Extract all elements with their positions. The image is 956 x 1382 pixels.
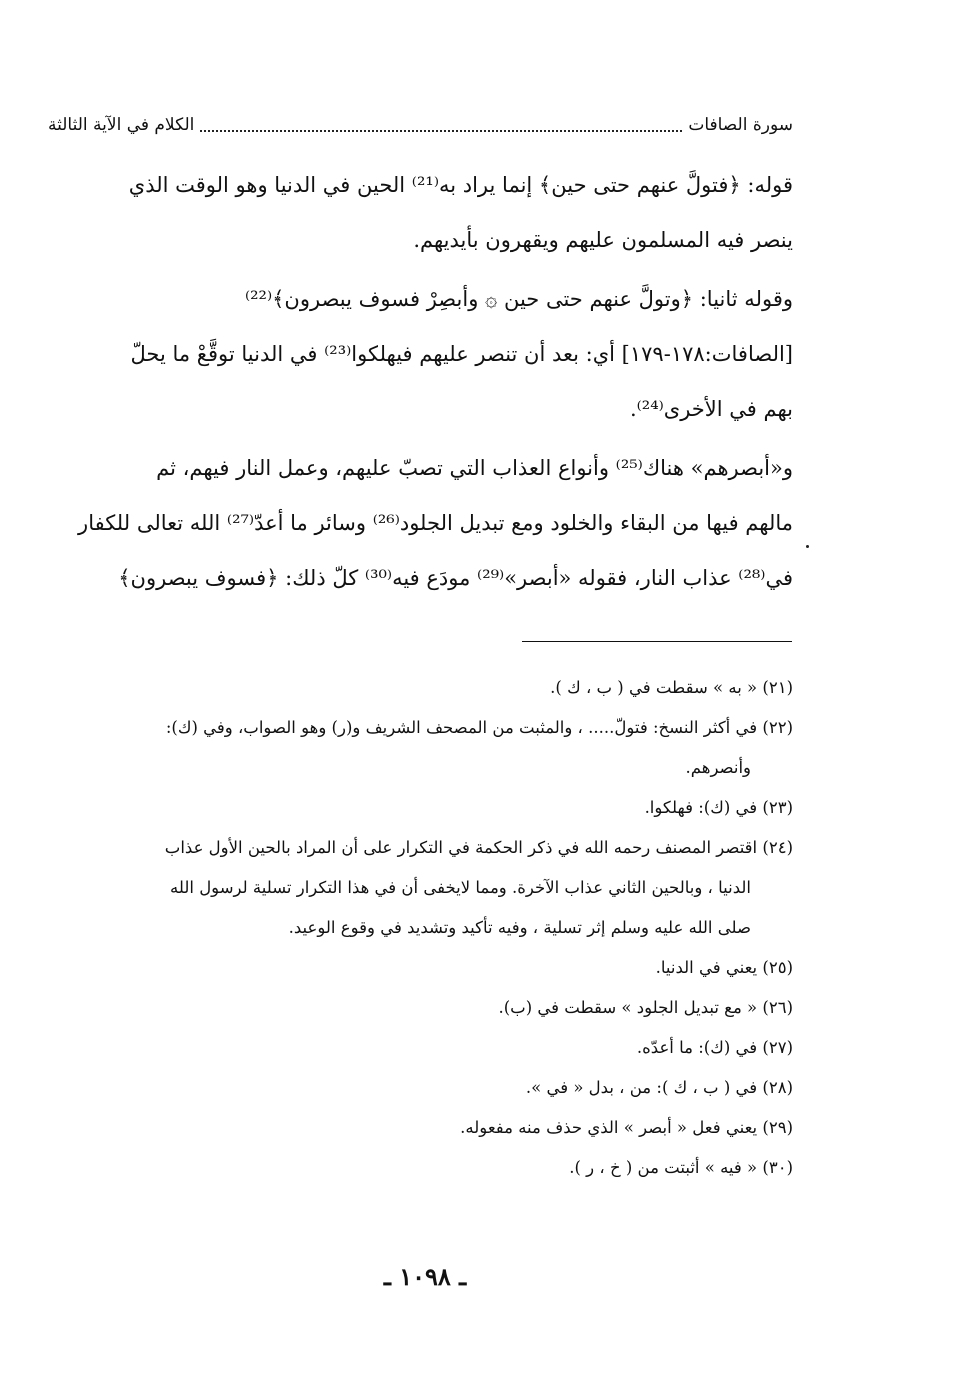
footnote-separator	[522, 641, 792, 642]
footnote-line: (٢١) « به » سقطت في ( ب ، ك ).	[550, 678, 793, 697]
footnote-line: (٢٩) يعني فعل « أبصر » الذي حذف منه مفعوله.	[460, 1118, 793, 1137]
footnote-28	[48, 1068, 793, 1108]
paragraph-3	[48, 441, 793, 606]
footnote-29	[48, 1108, 793, 1148]
footnote-line: (٢٧) في (ك): ما أعدّه.	[636, 1038, 793, 1057]
footnote-30	[48, 1148, 793, 1188]
header-section: الكلام في الآية الثالثة	[48, 115, 195, 135]
footnote-23	[48, 788, 793, 828]
footnote-line: صلى الله عليه وسلم إثر تسلية ، وفيه تأكيد وتشديد في وقوع الوعيد.	[288, 918, 751, 937]
footnote-line: (٣٠) « فيه » أثبتت من ( خ ، ر ).	[569, 1158, 793, 1177]
footnote-24	[48, 828, 793, 948]
header-dot-leader	[200, 118, 682, 132]
paragraph-line: قوله: ﴿فتولَّ عنهم حتى حين﴾ إنما يراد به⁽²¹⁾ الحين في الدنيا وهو الوقت الذي	[128, 173, 793, 197]
footnote-line: (٢٨) في ( ب ، ك ): من ، بدل « في ».	[525, 1078, 793, 1097]
paragraph-line: [الصافات:١٧٨-١٧٩] أي: بعد أن تنصر عليهم فيهلكوا⁽²³⁾ في الدنيا توقَّعْ ما يحلّ	[130, 342, 793, 366]
footnote-line: (٢٤) اقتصر المصنف رحمه الله في ذكر الحكمة في التكرار على أن المراد بالحين الأول عذاب	[164, 838, 793, 857]
paragraph-line: في⁽²⁸⁾ عذاب النار، فقوله «أبصر»⁽²⁹⁾ مودَع فيه⁽³⁰⁾ كلّ ذلك: ﴿فسوف يبصرون﴾	[118, 566, 793, 590]
footnote-line: (٢٦) « مع تبديل الجلود » سقطت في (ب).	[498, 998, 793, 1017]
paragraph-2	[48, 272, 793, 437]
footnote-22	[48, 708, 793, 788]
footnote-27	[48, 1028, 793, 1068]
footnote-line: الدنيا ، وبالحين الثاني عذاب الآخرة. ومما لايخفى أن في هذا التكرار تسلية لرسول الله	[170, 878, 751, 897]
paragraph-line: بهم في الأخرى⁽²⁴⁾.	[629, 397, 793, 421]
footnote-25	[48, 948, 793, 988]
running-header	[48, 110, 793, 140]
page-number: ـ ١٠٩٨ ـ	[383, 1262, 467, 1291]
paragraph-1	[48, 158, 793, 268]
header-surah: سورة الصافات	[688, 115, 793, 135]
footnote-line: وأنصرهم.	[685, 758, 751, 777]
margin-dot	[806, 545, 809, 548]
footnote-21	[48, 668, 793, 708]
paragraph-line: ينصر فيه المسلمون عليهم ويقهرون بأيديهم.	[413, 228, 793, 252]
footnote-26	[48, 988, 793, 1028]
footnote-line: (٢٣) في (ك): فهلكوا.	[644, 798, 793, 817]
footnote-line: (٢٥) يعني في الدنيا.	[655, 958, 793, 977]
paragraph-line: وقوله ثانيا: ﴿وتولَّ عنهم حتى حين ۞ وأبصِرْ فسوف يبصرون﴾⁽²²⁾	[244, 287, 793, 311]
paragraph-line: و«أبصرهم» هناك⁽²⁵⁾ وأنواع العذاب التي تصبّ عليهم، وعمل النار فيهم، ثم	[156, 456, 793, 480]
footnote-line: (٢٢) في أكثر النسخ: فتولّ..... ، والمثبت من المصحف الشريف و(ر) وهو الصواب، وفي (ك):	[165, 718, 793, 737]
paragraph-line: مالهم فيها من البقاء والخلود ومع تبديل الجلود⁽²⁶⁾ وسائر ما أعدّ⁽²⁷⁾ الله تعالى للكفار	[78, 511, 793, 535]
footnotes	[48, 668, 793, 1188]
